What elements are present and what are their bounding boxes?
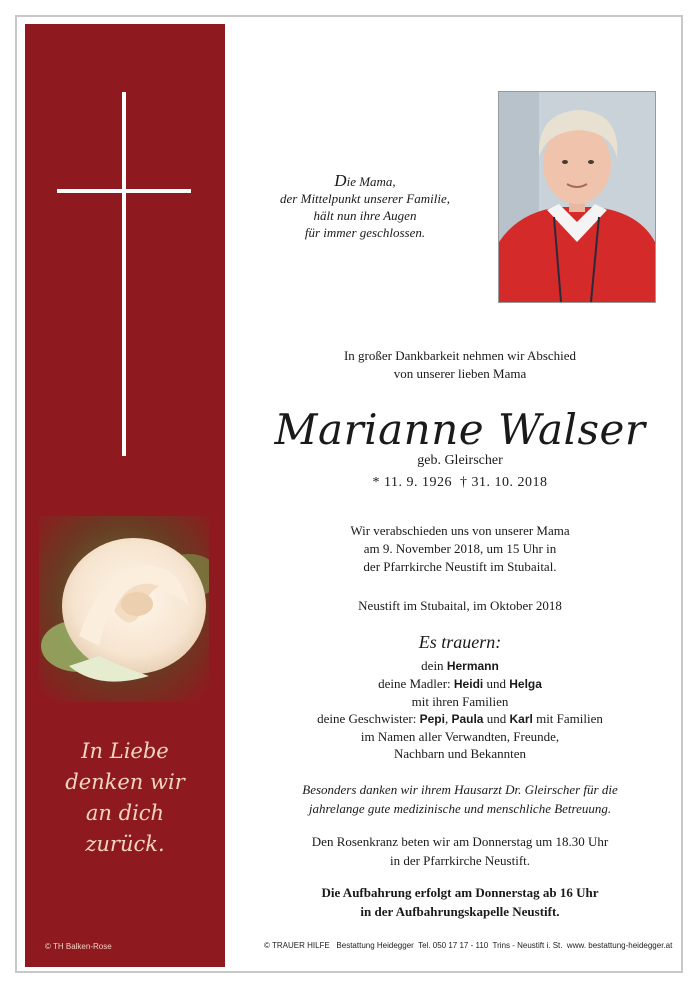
motto-line: denken wir [65,770,185,794]
motto-line: In Liebe [81,739,169,763]
mourner-name: Hermann [446,659,499,673]
viewing-info [240,883,680,921]
quote-line: für immer geschlossen. [304,225,426,240]
motto-line: zurück. [85,832,165,856]
intro-line: von unserer lieben Mama [393,366,527,381]
memorial-quote [280,172,450,241]
text: dein [421,658,447,673]
text: deine Madler: [378,676,454,691]
mourner-line: im Namen aller Verwandten, Freunde, [360,729,560,744]
text: deine Geschwister: [317,711,420,726]
motto-line: an dich [85,801,165,825]
funeral-line: am 9. November 2018, um 15 Uhr in [363,541,557,556]
text: mit Familien [532,711,603,726]
viewing-line: Die Aufbahrung erfolgt am Donnerstag ab 16 Uhr [321,885,599,900]
intro-line: In großer Dankbarkeit nehmen wir Abschied [343,348,577,363]
rose-image [39,516,209,702]
text: , [444,711,452,726]
life-dates: * 11. 9. 1926 † 31. 10. 2018 [372,475,548,490]
quote-line [280,172,450,190]
mourner-name: Heidi [453,677,484,691]
footer-imprint: © TRAUER HILFE Bestattung Heidegger Tel. 050 17 17 - 110 Trins - Neustift i. St. www. bestattung-heidegger.at [264,941,673,950]
rosary-line: Den Rosenkranz beten wir am Donnerstag um 18.30 Uhr [311,834,609,849]
quote-line-rest: ie Mama, [346,174,396,189]
thanks-line: Besonders danken wir ihrem Hausarzt Dr. Gleirscher für die [302,782,618,797]
mourners-list [240,657,680,762]
mourner-name: Helga [509,677,542,691]
funeral-line: der Pfarrkirche Neustift im Stubaital. [363,559,557,574]
image-copyright: © TH Balken-Rose [45,942,112,951]
mourners-title: Es trauern: [418,632,502,652]
mourner-line [240,657,680,675]
thanks-note [240,780,680,818]
funeral-line: Wir verabschieden uns von unserer Mama [350,523,570,538]
thanks-line: jahrelange gute medizinische und menschliche Betreuung. [308,801,612,816]
mourner-name: Paula [451,712,484,726]
quote-line: der Mittelpunkt unserer Familie, [280,191,450,206]
farewell-intro [240,347,680,383]
mourner-line [240,710,680,728]
rosary-info [240,832,680,870]
viewing-line: in der Aufbahrungskapelle Neustift. [360,904,560,919]
mourner-line [240,675,680,693]
text: und [483,711,510,726]
birth-name: geb. Gleirscher [417,453,503,468]
rosary-line: in der Pfarrkirche Neustift. [389,853,531,868]
text: und [483,676,510,691]
left-panel [25,24,225,967]
mourner-name: Pepi [419,712,445,726]
funeral-info [240,522,680,576]
mourner-name: Karl [509,712,533,726]
quote-line: hält nun ihre Augen [313,208,417,223]
place-date: Neustift im Stubaital, im Oktober 2018 [358,598,562,613]
quote-dropcap: D [334,171,347,190]
mourner-line: Nachbarn und Bekannten [393,746,527,761]
mourner-line: mit ihren Familien [411,694,509,709]
portrait-photo [498,91,656,303]
motto-text [25,736,225,860]
deceased-name: Marianne Walser [274,405,646,454]
